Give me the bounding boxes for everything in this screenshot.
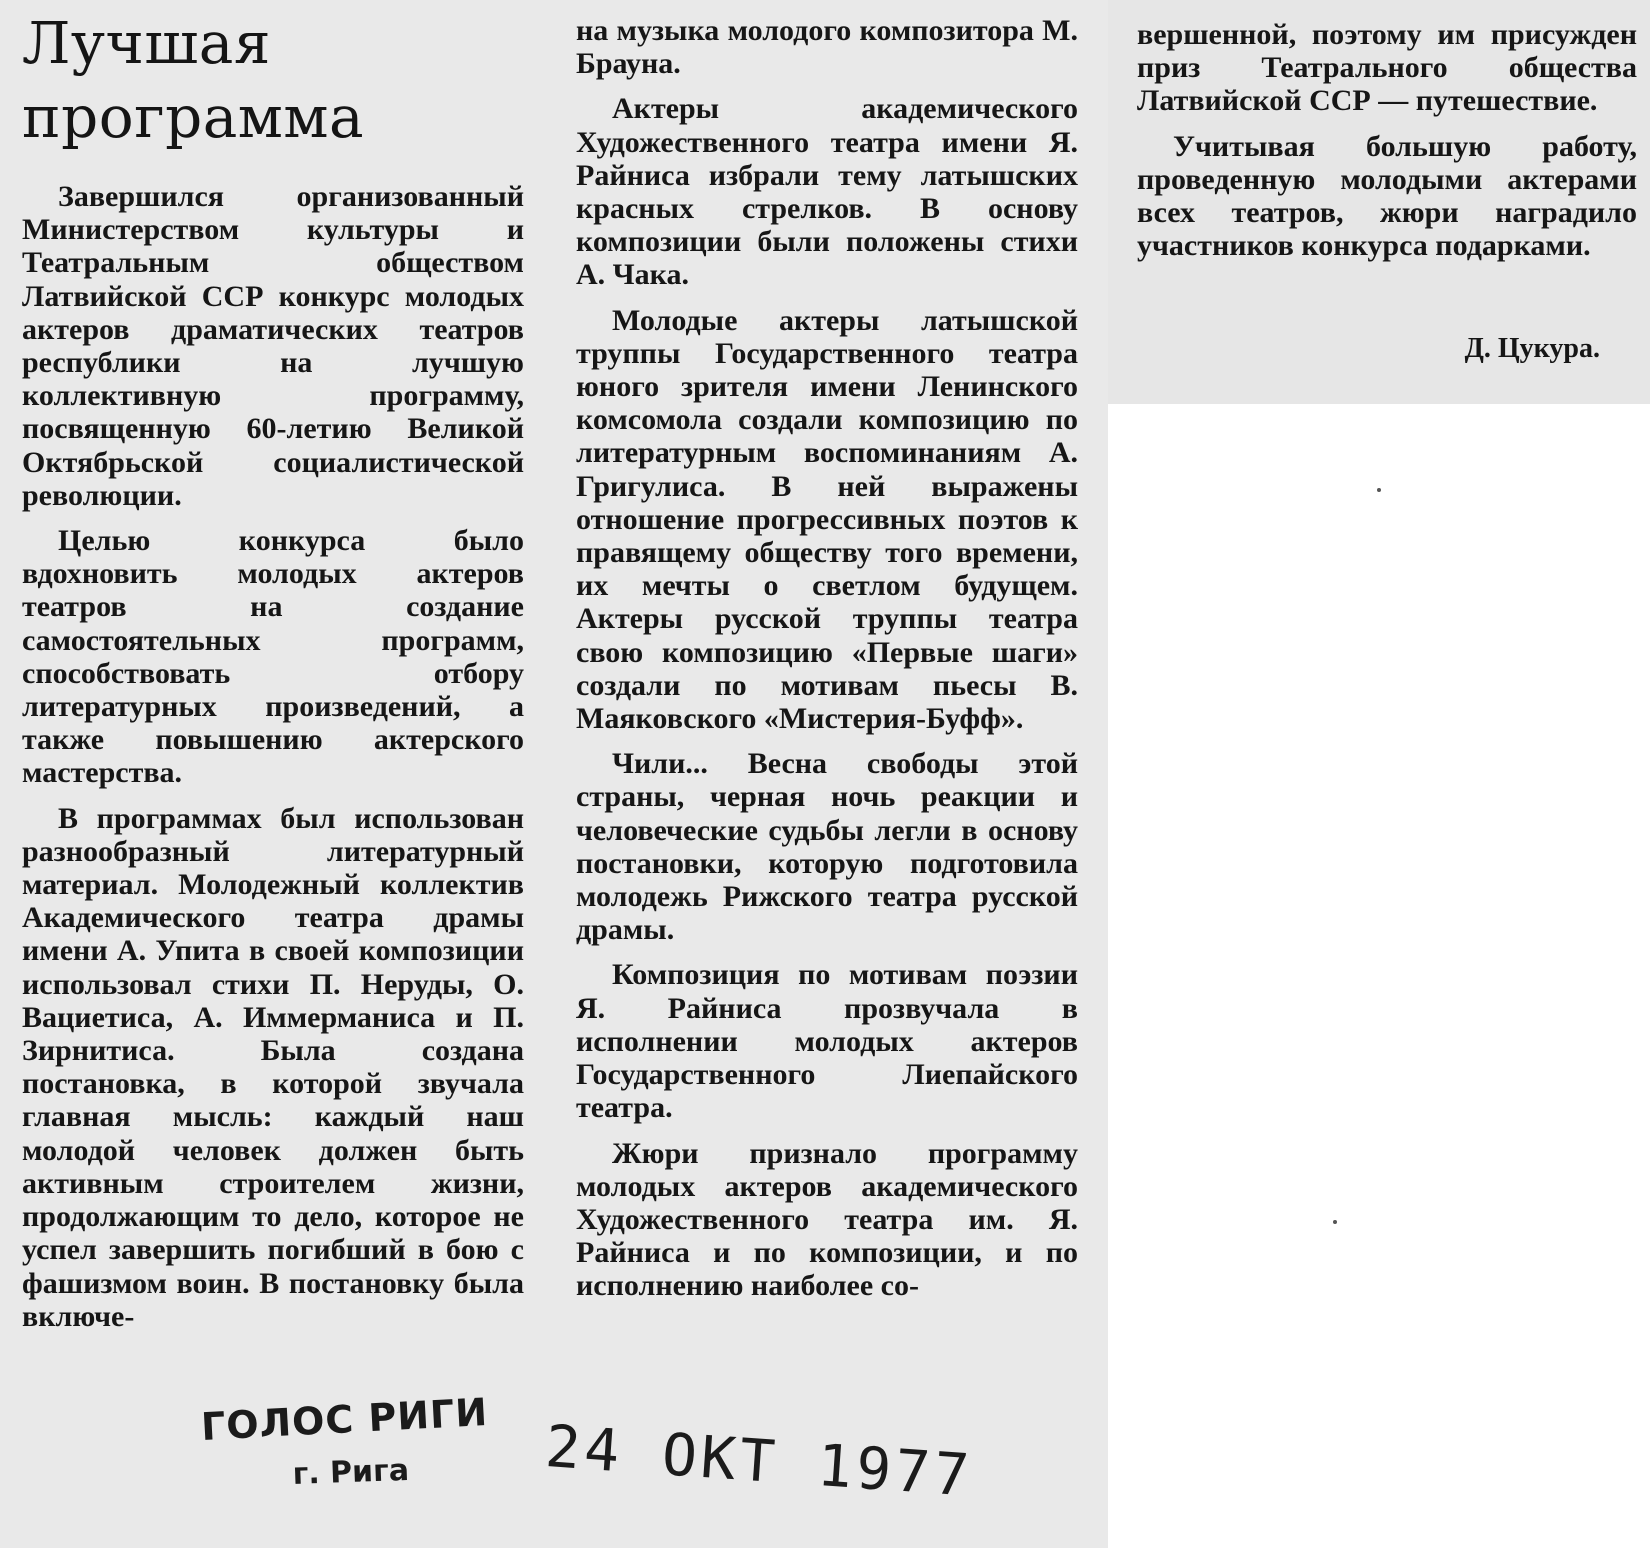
paragraph: Актеры академического Художественного театра имени Я. Райниса избрали тему латышских красных стрелков. В основу композиции были положены стихи А. Чака.	[576, 92, 1078, 292]
stamp-newspaper-name: ГОЛОС РИГИ	[200, 1389, 490, 1449]
paragraph: Композиция по мотивам поэзии Я. Райниса прозвучала в исполнении молодых актеров Государственного Лиепайского театра.	[576, 958, 1078, 1125]
headline-line-2: программа	[22, 83, 365, 151]
scan-speck	[1377, 488, 1381, 492]
paragraph: Чили... Весна свободы этой страны, черная ночь реакции и человеческие судьбы легли в основу постановки, которую подготовила молодежь Рижского театра русской драмы.	[576, 747, 1078, 947]
paragraph: вершенной, поэтому им присужден приз Театрального общества Латвийской ССР — путешествие.	[1137, 18, 1637, 118]
paragraph: Целью конкурса было вдохновить молодых актеров театров на создание самостоятельных программ, способствовать отбору литературных произведений, а также повышению актерского мастерства.	[22, 524, 524, 790]
paragraph: Учитывая большую работу, проведенную молодыми актерами всех театров, жюри наградило участников конкурса подарками.	[1137, 129, 1637, 263]
paragraph: на музыка молодого композитора М. Брауна.	[576, 14, 1078, 81]
article-column-3	[1137, 18, 1637, 274]
stamp-date: 24 ОКТ 1977	[543, 1412, 976, 1510]
paragraph: В программах был использован разнообразный литературный материал. Молодежный коллектив Академического театра драмы имени А. Упита в своей композиции использовал стихи П. Неруды, О. Вациетиса, А. Иммерманиса и П. Зирнитиса. Была создана постановка, в которой звучала главная мысль: каждый наш молодой человек должен быть активным строителем жизни, продолжающим то дело, которое не успел завершить погибший в бою с фашизмом воин. В постановку была включе-	[22, 801, 524, 1333]
paragraph: Жюри признало программу молодых актеров академического Художественного театра им. Я. Райниса и по композиции, и по исполнению наиболее со-	[576, 1136, 1078, 1303]
scan-speck	[1333, 1220, 1337, 1224]
article-headline	[22, 6, 522, 154]
stamp-city: г. Рига	[292, 1452, 410, 1492]
author-byline: Д. Цукура.	[1464, 333, 1600, 364]
headline-line-1: Лучшая	[22, 9, 271, 77]
paragraph: Завершился организованный Министерством культуры и Театральным обществом Латвийской ССР конкурс молодых актеров драматических театров республики на лучшую коллективную программу, посвященную 60-летию Великой Октябрьской социалистической революции.	[22, 180, 524, 512]
article-column-1	[22, 180, 524, 1345]
paragraph: Молодые актеры латышской труппы Государственного театра юного зрителя имени Ленинского комсомола создали композицию по литературным воспоминаниям А. Григулиса. В ней выражены отношение прогрессивных поэтов к правящему обществу того времени, их мечты о светлом будущем. Актеры русской труппы театра свою композицию «Первые шаги» создали по мотивам пьесы В. Маяковского «Мистерия-Буфф».	[576, 303, 1078, 736]
article-column-2	[576, 14, 1078, 1315]
